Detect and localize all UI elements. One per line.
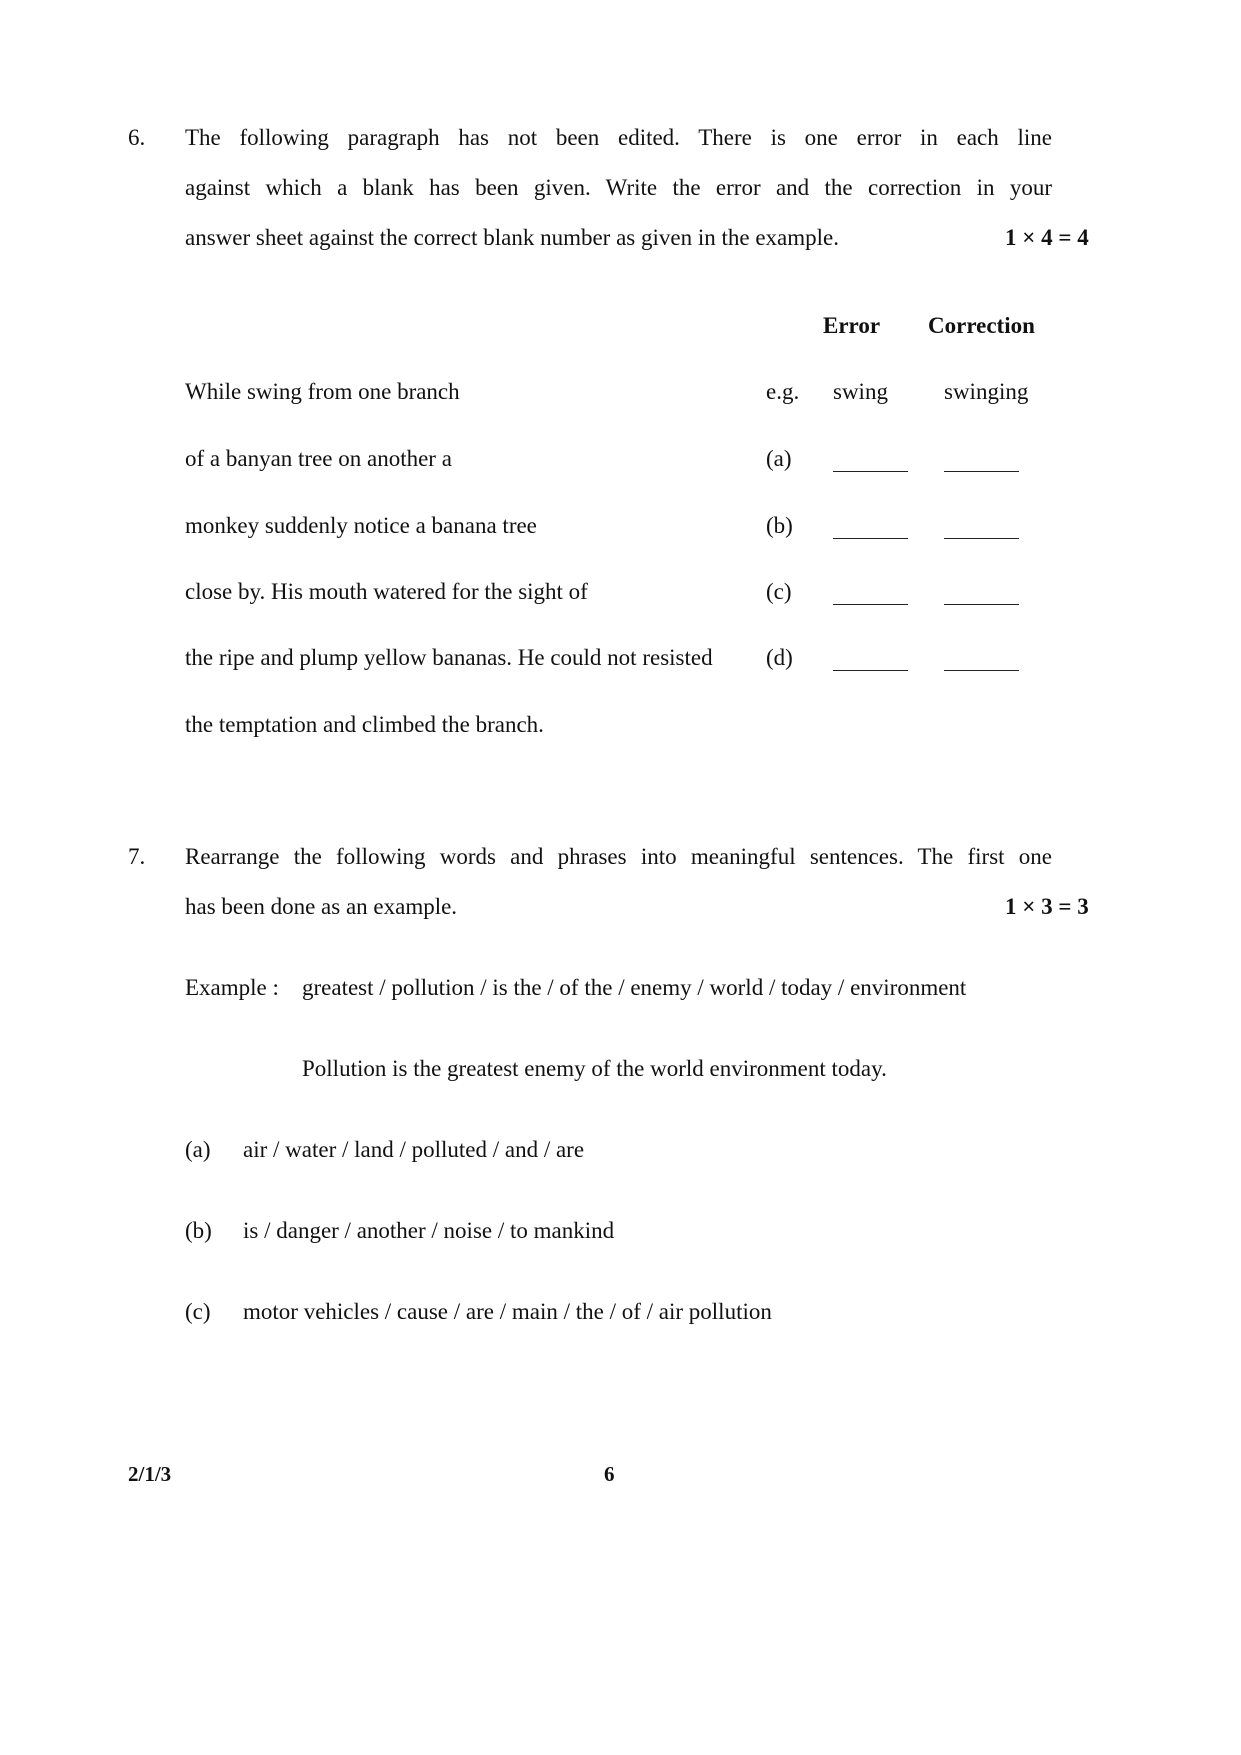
q6-row-label: (c)	[766, 579, 792, 604]
item-text: is / danger / another / noise / to mankind	[243, 1218, 615, 1243]
q7-instruction-line1: Rearrange the following words and phrases into meaningful sentences. The first one	[185, 844, 1052, 869]
item-label: (a)	[185, 1137, 211, 1162]
q6-row-text: the temptation and climbed the branch.	[185, 712, 544, 737]
q6-instruction-line2: against which a blank has been given. Write the error and the correction in your	[185, 175, 1052, 200]
item-text: air / water / land / polluted / and / are	[243, 1137, 585, 1162]
q6-row-label: (d)	[766, 645, 793, 670]
q7-marks: 1 × 3 = 3	[1005, 894, 1089, 919]
q6-row-label: (b)	[766, 513, 793, 538]
header-correction: Correction	[928, 313, 1035, 338]
q7-number: 7.	[128, 844, 146, 869]
item-label: (b)	[185, 1218, 212, 1243]
example-answer: Pollution is the greatest enemy of the world environment today.	[302, 1056, 887, 1081]
error-blank[interactable]	[833, 670, 908, 671]
correction-blank[interactable]	[944, 604, 1019, 605]
q6-row-label: (a)	[766, 446, 792, 471]
example-correction: swinging	[944, 379, 1029, 404]
q6-row-text: close by. His mouth watered for the sight of	[185, 579, 588, 604]
page-number: 6	[604, 1462, 615, 1486]
q6-row-text: While swing from one branch	[185, 379, 460, 404]
q6-instruction-line1: The following paragraph has not been edited. There is one error in each line	[185, 125, 1052, 150]
header-error: Error	[823, 313, 881, 338]
example-label: Example :	[185, 975, 279, 1000]
q6-instruction-line3: answer sheet against the correct blank number as given in the example.	[185, 225, 839, 250]
q6-number: 6.	[128, 125, 146, 150]
q6-row-text: of a banyan tree on another a	[185, 446, 452, 471]
error-blank[interactable]	[833, 538, 908, 539]
correction-blank[interactable]	[944, 471, 1019, 472]
correction-blank[interactable]	[944, 670, 1019, 671]
example-words: greatest / pollution / is the / of the / enemy / world / today / environment	[302, 975, 967, 1000]
q7-instruction-line2: has been done as an example.	[185, 894, 458, 919]
item-text: motor vehicles / cause / are / main / the / of / air pollution	[243, 1299, 772, 1324]
example-error: swing	[833, 379, 888, 404]
q6-row-text: the ripe and plump yellow bananas. He could not resisted	[185, 645, 713, 670]
footer-code: 2/1/3	[128, 1462, 172, 1486]
q6-row-text: monkey suddenly notice a banana tree	[185, 513, 537, 538]
q6-marks: 1 × 4 = 4	[1005, 225, 1089, 250]
error-blank[interactable]	[833, 471, 908, 472]
correction-blank[interactable]	[944, 538, 1019, 539]
item-label: (c)	[185, 1299, 211, 1324]
error-blank[interactable]	[833, 604, 908, 605]
q6-row-label: e.g.	[766, 379, 800, 404]
